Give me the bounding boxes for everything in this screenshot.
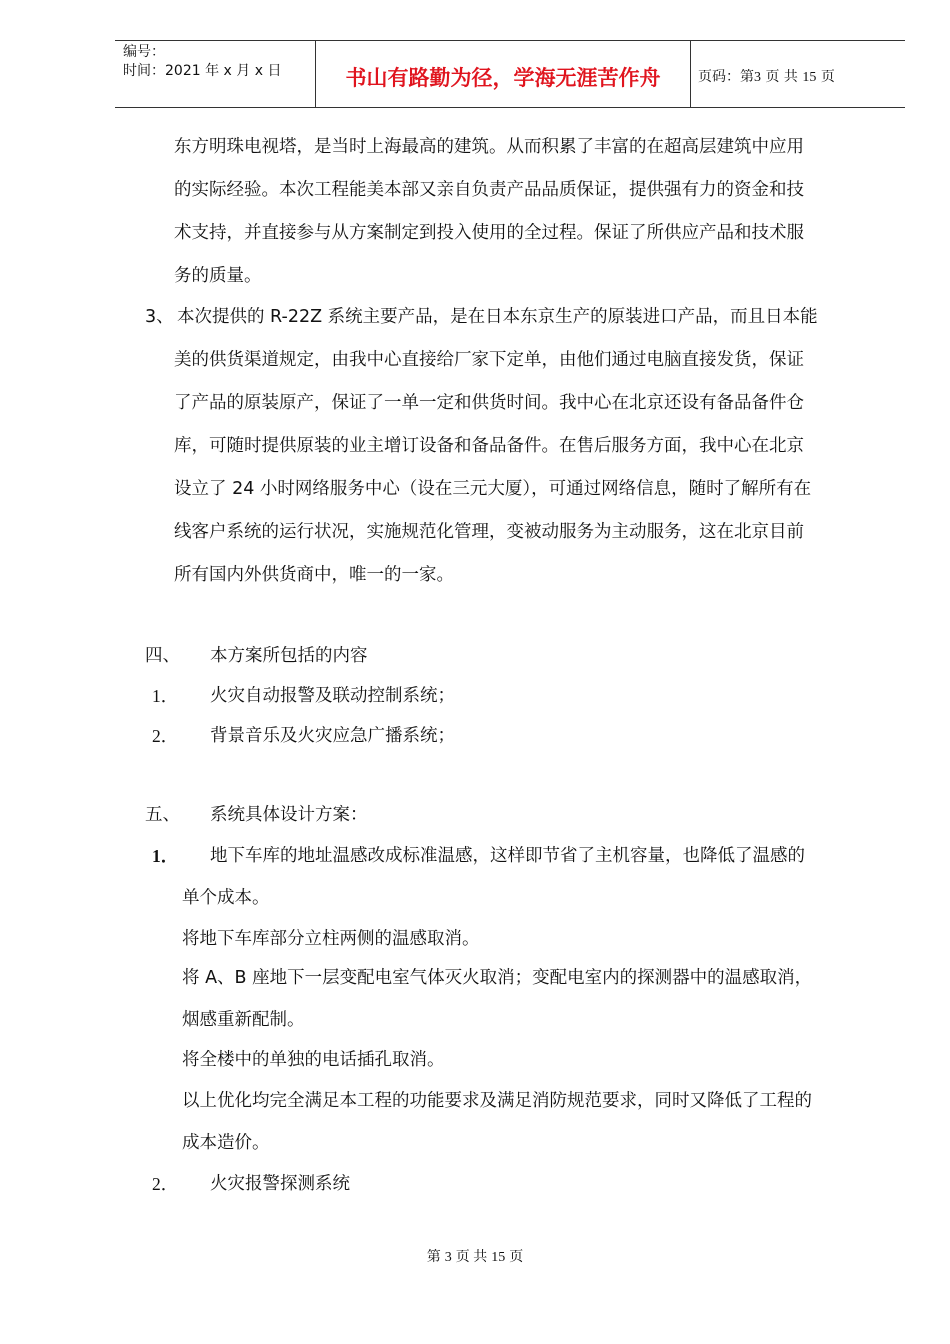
- list-item: 火灾报警探测系统: [210, 1174, 350, 1194]
- body-line: 成本造价。: [182, 1133, 270, 1153]
- body-line: 所有国内外供货商中，唯一的一家。: [174, 565, 454, 585]
- number-label: 编号：: [123, 44, 165, 60]
- time-line: [123, 62, 281, 80]
- page-label: 页码：第: [698, 69, 754, 85]
- body-line: 术支持，并直接参与从方案制定到投入使用的全过程。保证了所供应产品和技术服: [174, 223, 804, 243]
- footer-prefix: 第: [426, 1250, 441, 1265]
- body-line: 单个成本。: [182, 888, 270, 908]
- list-item: 背景音乐及火灾应急广播系统；: [210, 726, 455, 746]
- list-marker: 1．: [152, 686, 179, 706]
- body-line: 东方明珠电视塔，是当时上海最高的建筑。从而积累了丰富的在超高层建筑中应用: [174, 137, 804, 157]
- page-suffix: 页: [820, 69, 835, 85]
- body-line: 务的质量。: [174, 266, 262, 286]
- page-mid: 页 共: [765, 69, 798, 85]
- time-value: 2021 年 x 月 x 日: [165, 63, 282, 79]
- body-line: 地下车库的地址温感改成标准温感，这样即节省了主机容量，也降低了温感的: [210, 846, 805, 866]
- header-motto: 书山有路勤为径，学海无涯苦作舟: [345, 65, 661, 90]
- body-line: 美的供货渠道规定，由我中心直接给厂家下定单，由他们通过电脑直接发货，保证: [174, 350, 804, 370]
- footer-suffix: 页: [509, 1250, 524, 1265]
- footer-current: 3: [444, 1250, 452, 1265]
- body-line: 烟感重新配制。: [182, 1010, 305, 1030]
- time-label: 时间：: [123, 63, 165, 79]
- list-item: 火灾自动报警及联动控制系统；: [210, 686, 455, 706]
- body-line: 的实际经验。本次工程能美本部又亲自负责产品品质保证，提供强有力的资金和技: [174, 180, 804, 200]
- header-motto-cell: [315, 41, 691, 107]
- body-line: 线客户系统的运行状况，实施规范化管理，变被动服务为主动服务，这在北京目前: [174, 522, 804, 542]
- section-title-4: 本方案所包括的内容: [210, 646, 368, 666]
- body-line: 将全楼中的单独的电话插孔取消。: [182, 1050, 445, 1070]
- section-marker-5: 五、: [145, 805, 180, 825]
- body-line: 本次提供的 R-22Z 系统主要产品，是在日本东京生产的原装进口产品，而且日本能: [177, 307, 818, 327]
- section-marker-4: 四、: [145, 646, 180, 666]
- body-line: 库，可随时提供原装的业主增订设备和备品备件。在售后服务方面，我中心在北京: [174, 436, 804, 456]
- header-page-cell: [690, 41, 905, 107]
- page-current: 3: [754, 70, 761, 85]
- body-line: 将地下车库部分立柱两侧的温感取消。: [182, 929, 480, 949]
- header-meta: [115, 41, 315, 107]
- list-marker: 2．: [152, 1174, 179, 1194]
- page-total: 15: [802, 70, 817, 85]
- page-footer: [0, 1246, 950, 1266]
- header-page-number: [698, 66, 835, 86]
- item-marker-3: 3、: [145, 307, 174, 327]
- footer-total: 15: [491, 1250, 506, 1265]
- section-title-5: 系统具体设计方案：: [210, 805, 368, 825]
- list-marker: 1．: [152, 846, 179, 866]
- footer-mid: 页 共: [455, 1250, 488, 1265]
- body-line: 设立了 24 小时网络服务中心（设在三元大厦），可通过网络信息，随时了解所有在: [174, 479, 812, 499]
- body-line: 以上优化均完全满足本工程的功能要求及满足消防规范要求，同时又降低了工程的: [182, 1091, 812, 1111]
- list-marker: 2．: [152, 726, 179, 746]
- body-line: 了产品的原装原产，保证了一单一定和供货时间。我中心在北京还设有备品备件仓: [174, 393, 804, 413]
- body-line: 将 A、B 座地下一层变配电室气体灭火取消；变配电室内的探测器中的温感取消，: [182, 968, 813, 988]
- page-header: [115, 40, 905, 108]
